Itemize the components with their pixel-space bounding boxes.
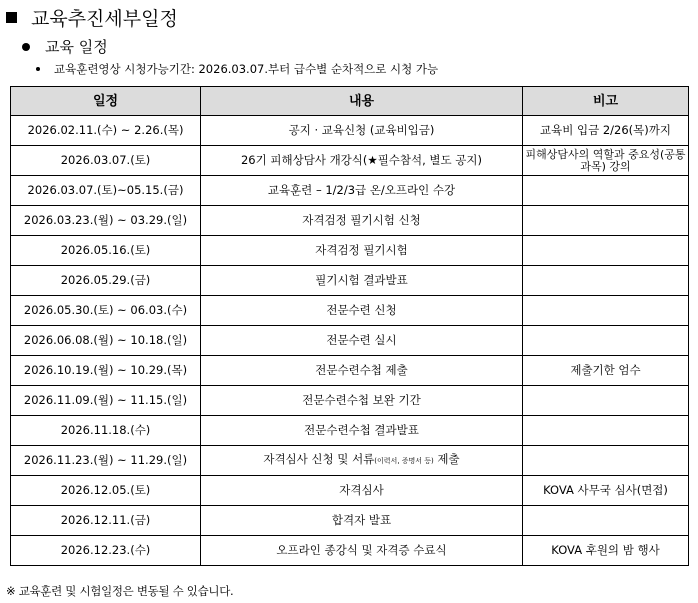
row-note: 교육비 입금 2/26(목)까지 [523,116,689,146]
row-content: 전문수련 실시 [201,326,523,356]
table-row [11,446,689,476]
row-note: 제출기한 엄수 [523,356,689,386]
row-date: 2026.11.18.(수) [11,416,201,446]
header-content: 내용 [201,87,523,116]
viewing-period-note [36,61,438,77]
small-bullet-icon [36,67,40,71]
header-date: 일정 [11,87,201,116]
viewing-period-text: 교육훈련영상 시청가능기간: 2026.03.07.부터 급수별 순차적으로 시청 가능 [54,62,439,76]
row-date: 2026.11.23.(월) ~ 11.29.(일) [11,446,201,476]
row-content: 전문수련수첩 보완 기간 [201,386,523,416]
table-row [11,116,689,146]
table-row [11,326,689,356]
row-content: 필기시험 결과발표 [201,266,523,296]
table-row [11,386,689,416]
table-header-row [11,87,689,116]
row-content: 전문수련 신청 [201,296,523,326]
row-note: 피해상담사의 역할과 중요성(공통과목) 강의 [523,146,689,176]
table-row [11,536,689,566]
row-content [201,446,523,476]
square-bullet-icon [6,12,17,23]
row-content-tail: 제출 [433,452,460,466]
table-row [11,266,689,296]
row-content: 전문수련수첩 제출 [201,356,523,386]
row-note [523,386,689,416]
row-note: KOVA 사무국 심사(면접) [523,476,689,506]
row-date: 2026.12.05.(토) [11,476,201,506]
header-note: 비고 [523,87,689,116]
page-title-text: 교육추진세부일정 [31,8,178,30]
row-content-main: 자격심사 신청 및 서류 [263,452,375,466]
row-date: 2026.03.07.(토)~05.15.(금) [11,176,201,206]
section-heading-text: 교육 일정 [45,38,108,56]
row-content: 공지 · 교육신청 (교육비입금) [201,116,523,146]
table-row [11,506,689,536]
row-content: 자격검정 필기시험 신청 [201,206,523,236]
table-row [11,296,689,326]
table-row [11,356,689,386]
row-date: 2026.11.09.(월) ~ 11.15.(일) [11,386,201,416]
row-content: 교육훈련 – 1/2/3급 온/오프라인 수강 [201,176,523,206]
row-content-small: (이력서, 증명서 등) [374,457,434,465]
row-date: 2026.05.29.(금) [11,266,201,296]
row-note [523,236,689,266]
table-row [11,206,689,236]
row-note [523,176,689,206]
row-content: 합격자 발표 [201,506,523,536]
table-row [11,146,689,176]
row-note [523,446,689,476]
row-date: 2026.06.08.(월) ~ 10.18.(일) [11,326,201,356]
footnote: ※ 교육훈련 및 시험일정은 변동될 수 있습니다. [6,584,234,598]
row-note [523,506,689,536]
table-row [11,236,689,266]
row-content: 26기 피해상담사 개강식(★필수참석, 별도 공지) [201,146,523,176]
row-note [523,296,689,326]
row-note [523,206,689,236]
page-title [6,4,178,31]
row-content: 오프라인 종강식 및 자격증 수료식 [201,536,523,566]
table-row [11,476,689,506]
row-content: 자격검정 필기시험 [201,236,523,266]
table-row [11,176,689,206]
row-note [523,266,689,296]
schedule-table [10,86,689,566]
section-heading [22,36,108,57]
row-date: 2026.05.30.(토) ~ 06.03.(수) [11,296,201,326]
table-row [11,416,689,446]
row-date: 2026.03.07.(토) [11,146,201,176]
row-note [523,326,689,356]
row-date: 2026.10.19.(월) ~ 10.29.(목) [11,356,201,386]
row-content: 자격심사 [201,476,523,506]
row-date: 2026.12.23.(수) [11,536,201,566]
row-note [523,416,689,446]
row-note: KOVA 후원의 밤 행사 [523,536,689,566]
row-date: 2026.12.11.(금) [11,506,201,536]
row-date: 2026.02.11.(수) ~ 2.26.(목) [11,116,201,146]
row-date: 2026.03.23.(월) ~ 03.29.(일) [11,206,201,236]
row-content: 전문수련수첩 결과발표 [201,416,523,446]
circle-bullet-icon [22,43,30,51]
row-date: 2026.05.16.(토) [11,236,201,266]
